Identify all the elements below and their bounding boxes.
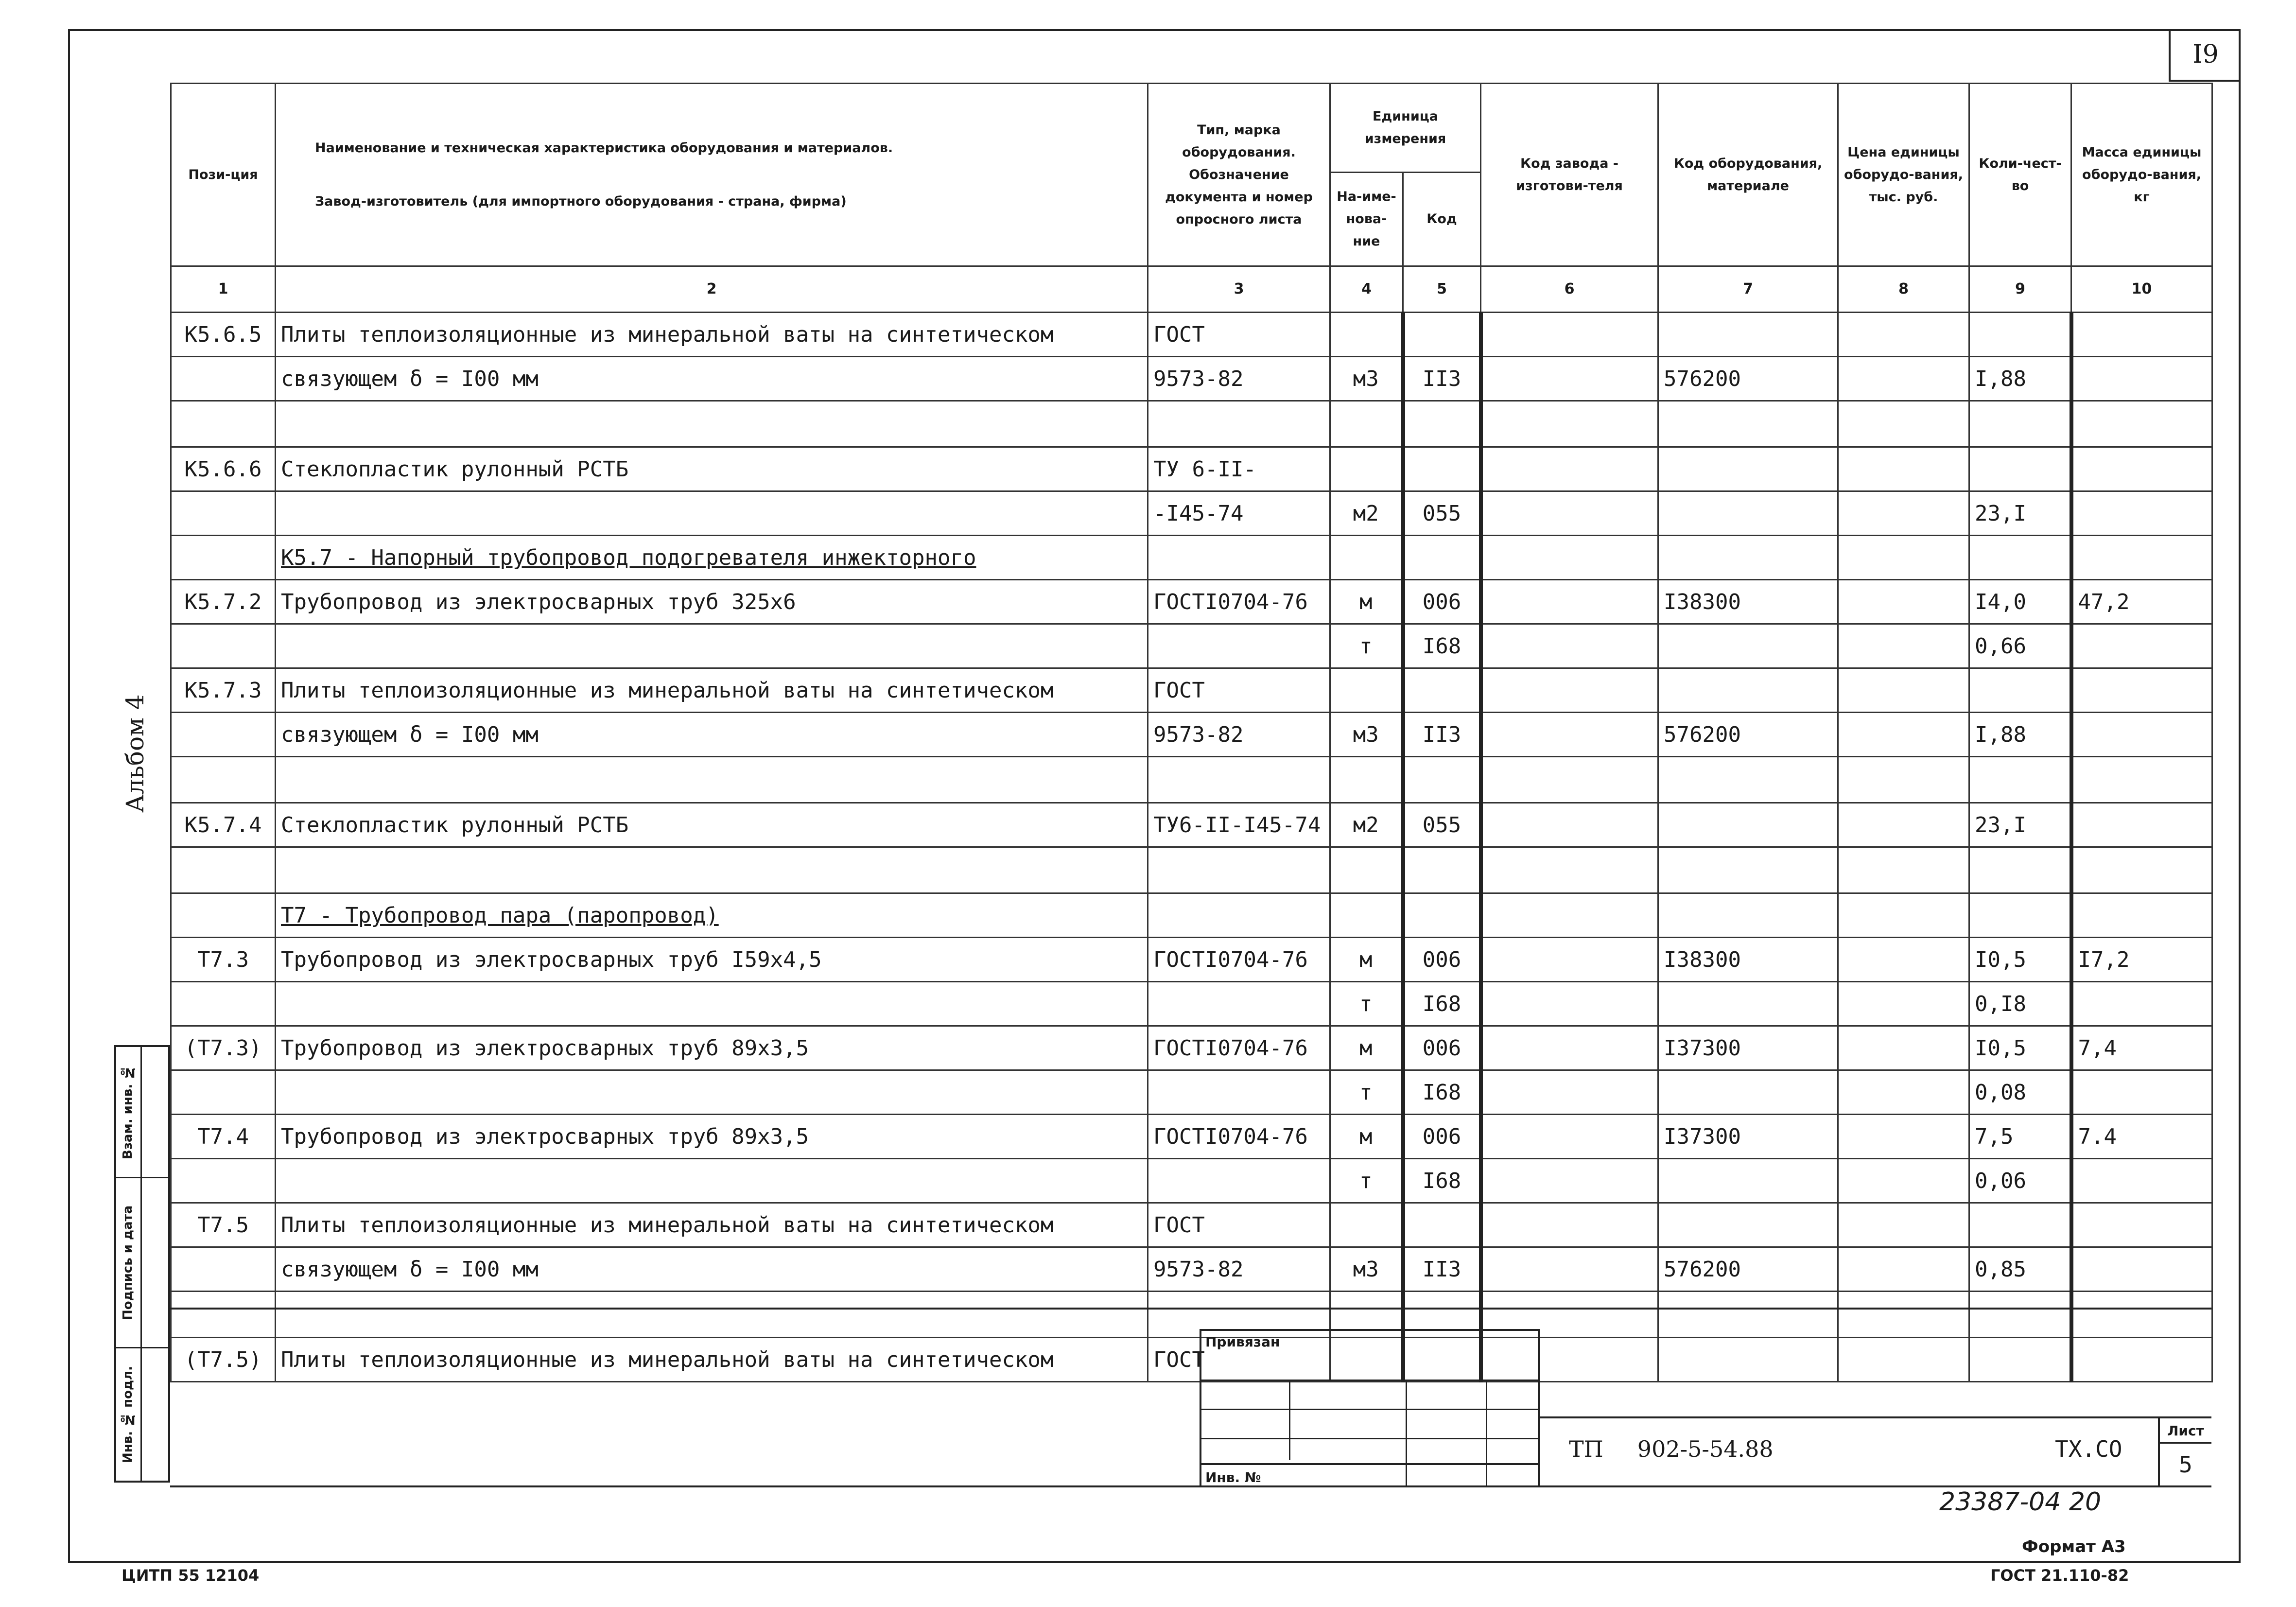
header-factory-code: Код заводa - изготови-теля — [1481, 84, 1658, 266]
position-cell: К5.7.4 — [171, 803, 276, 847]
position-cell — [171, 1159, 276, 1203]
unit-code-cell: I68 — [1403, 1070, 1481, 1115]
quantity-cell: 0,08 — [1969, 1070, 2071, 1115]
quantity-cell — [1969, 893, 2071, 938]
price-cell — [1838, 536, 1969, 580]
document-cell: ГОСТI0704-76 — [1148, 938, 1330, 982]
unit-name-cell: м3 — [1330, 713, 1403, 757]
mass-cell — [2071, 536, 2212, 580]
unit-name-cell — [1330, 401, 1403, 447]
column-number: 9 — [1969, 266, 2071, 313]
table-row — [171, 624, 2212, 668]
unit-name-cell — [1330, 847, 1403, 893]
factory-code-cell — [1481, 401, 1658, 447]
table-row — [171, 536, 2212, 580]
equipment-code-cell — [1658, 313, 1838, 357]
unit-name-cell: м — [1330, 1115, 1403, 1159]
unit-name-cell — [1330, 893, 1403, 938]
unit-name-cell: м2 — [1330, 491, 1403, 536]
quantity-cell — [1969, 447, 2071, 491]
unit-code-cell: II3 — [1403, 1247, 1481, 1292]
price-cell — [1838, 713, 1969, 757]
column-number: 6 — [1481, 266, 1658, 313]
mass-cell: 7.4 — [2071, 1115, 2212, 1159]
table-row — [171, 401, 2212, 447]
factory-code-cell — [1481, 313, 1658, 357]
mass-cell — [2071, 893, 2212, 938]
quantity-cell: 0,85 — [1969, 1247, 2071, 1292]
unit-code-cell: I68 — [1403, 624, 1481, 668]
name-cell: Т7 - Трубопровод пара (паропровод) — [276, 893, 1148, 938]
mass-cell — [2071, 447, 2212, 491]
title-block — [170, 1308, 2211, 1487]
header-type: Тип, марка оборудования. Обозначение документа и номер опросного листа — [1148, 84, 1330, 266]
mass-cell — [2071, 401, 2212, 447]
price-cell — [1838, 580, 1969, 624]
position-cell — [171, 1070, 276, 1115]
unit-code-cell — [1403, 313, 1481, 357]
header-quantity: Коли-чест-во — [1969, 84, 2071, 266]
price-cell — [1838, 1115, 1969, 1159]
mass-cell — [2071, 313, 2212, 357]
document-code: ТХ.СО — [2055, 1436, 2122, 1462]
citp-label: ЦИТП 55 12104 — [122, 1566, 260, 1585]
position-cell — [171, 624, 276, 668]
equipment-code-cell — [1658, 893, 1838, 938]
equipment-code-cell — [1658, 982, 1838, 1026]
header-unit-code: Код — [1403, 173, 1481, 266]
table-row — [171, 1247, 2212, 1292]
factory-code-cell — [1481, 893, 1658, 938]
table-row — [171, 580, 2212, 624]
unit-name-cell — [1330, 313, 1403, 357]
price-cell — [1838, 982, 1969, 1026]
stamp-label: Инв. № подл. — [121, 1366, 135, 1463]
table-row — [171, 447, 2212, 491]
document-cell: ГОСТI0704-76 — [1148, 1115, 1330, 1159]
unit-name-cell: м — [1330, 1026, 1403, 1070]
unit-code-cell — [1403, 893, 1481, 938]
specification-table — [170, 83, 2213, 1382]
unit-name-cell: м — [1330, 580, 1403, 624]
price-cell — [1838, 938, 1969, 982]
position-cell — [171, 401, 276, 447]
equipment-code-cell: 576200 — [1658, 1247, 1838, 1292]
table-row — [171, 803, 2212, 847]
unit-name-cell — [1330, 1203, 1403, 1247]
factory-code-cell — [1481, 1115, 1658, 1159]
table-row — [171, 1203, 2212, 1247]
stamp-cell-signature — [116, 1178, 168, 1348]
factory-code-cell — [1481, 713, 1658, 757]
mass-cell — [2071, 982, 2212, 1026]
table-row — [171, 982, 2212, 1026]
column-number: 2 — [276, 266, 1148, 313]
archive-number: 23387-04 20 — [1939, 1487, 2102, 1517]
factory-code-cell — [1481, 447, 1658, 491]
name-cell — [276, 757, 1148, 803]
document-cell — [1148, 401, 1330, 447]
price-cell — [1838, 847, 1969, 893]
name-cell — [276, 1070, 1148, 1115]
equipment-code-cell — [1658, 1070, 1838, 1115]
stamp-cell-replaced-inv — [116, 1047, 168, 1178]
inventory-label: Инв. № — [1205, 1469, 1261, 1485]
equipment-code-cell: I37300 — [1658, 1115, 1838, 1159]
equipment-code-cell: I38300 — [1658, 938, 1838, 982]
unit-code-cell: 055 — [1403, 803, 1481, 847]
document-cell — [1148, 536, 1330, 580]
price-cell — [1838, 1026, 1969, 1070]
quantity-cell — [1969, 847, 2071, 893]
mass-cell — [2071, 624, 2212, 668]
quantity-cell: 7,5 — [1969, 1115, 2071, 1159]
unit-code-cell: II3 — [1403, 357, 1481, 401]
unit-code-cell — [1403, 401, 1481, 447]
position-cell — [171, 357, 276, 401]
table-row — [171, 713, 2212, 757]
name-cell — [276, 624, 1148, 668]
document-cell: ГОСТ — [1148, 1203, 1330, 1247]
equipment-code-cell — [1658, 536, 1838, 580]
unit-name-cell: т — [1330, 624, 1403, 668]
quantity-cell: 0,66 — [1969, 624, 2071, 668]
unit-name-cell — [1330, 447, 1403, 491]
position-cell — [171, 1247, 276, 1292]
unit-name-cell: м — [1330, 938, 1403, 982]
price-cell — [1838, 1070, 1969, 1115]
name-cell: Стеклопластик рулонный РСТБ — [276, 803, 1148, 847]
price-cell — [1838, 401, 1969, 447]
name-cell — [276, 847, 1148, 893]
unit-name-cell — [1330, 757, 1403, 803]
equipment-code-cell — [1658, 757, 1838, 803]
name-cell — [276, 401, 1148, 447]
name-cell: Плиты теплоизоляционные из минеральной ваты на синтетическом — [276, 668, 1148, 713]
column-number-row — [171, 266, 2212, 313]
sheet-label: Лист — [2160, 1418, 2211, 1444]
unit-code-cell: 006 — [1403, 1026, 1481, 1070]
unit-code-cell: 006 — [1403, 580, 1481, 624]
unit-name-cell: т — [1330, 1070, 1403, 1115]
tp-label: ТП — [1569, 1436, 1603, 1462]
price-cell — [1838, 893, 1969, 938]
quantity-cell: 0,I8 — [1969, 982, 2071, 1026]
unit-code-cell: I68 — [1403, 982, 1481, 1026]
unit-name-cell — [1330, 668, 1403, 713]
position-cell: К5.6.6 — [171, 447, 276, 491]
position-cell: Т7.4 — [171, 1115, 276, 1159]
mass-cell — [2071, 713, 2212, 757]
stamp-cell-original-inv — [116, 1348, 168, 1481]
column-number: 5 — [1403, 266, 1481, 313]
quantity-cell — [1969, 313, 2071, 357]
factory-code-cell — [1481, 1203, 1658, 1247]
name-cell: Плиты теплоизоляционные из минеральной ваты на синтетическом — [276, 1338, 1148, 1382]
column-number: 7 — [1658, 266, 1838, 313]
position-cell: (Т7.3) — [171, 1026, 276, 1070]
quantity-cell: 23,I — [1969, 491, 2071, 536]
mass-cell — [2071, 803, 2212, 847]
header-name-line1: Наименование и техническая характеристика оборудования и материалов. — [315, 140, 893, 156]
unit-name-cell: т — [1330, 1159, 1403, 1203]
document-cell: 9573-82 — [1148, 1247, 1330, 1292]
binding-label: Привязан — [1205, 1334, 1280, 1350]
position-cell: К5.7.3 — [171, 668, 276, 713]
document-cell: ГОСТ — [1148, 1338, 1330, 1382]
stamp-label: Подпись и дата — [121, 1205, 135, 1320]
position-cell: Т7.3 — [171, 938, 276, 982]
header-name — [276, 84, 1148, 266]
quantity-cell: 23,I — [1969, 803, 2071, 847]
unit-name-cell — [1330, 536, 1403, 580]
quantity-cell — [1969, 536, 2071, 580]
quantity-cell: I,88 — [1969, 357, 2071, 401]
mass-cell — [2071, 847, 2212, 893]
document-cell: ГОСТ — [1148, 668, 1330, 713]
mass-cell — [2071, 668, 2212, 713]
table-row — [171, 893, 2212, 938]
header-name-line2: Завод-изготовитель (для импортного оборудования - страна, фирма) — [315, 193, 847, 209]
binding-stamp — [1200, 1329, 1540, 1487]
table-row — [171, 491, 2212, 536]
price-cell — [1838, 668, 1969, 713]
mass-cell — [2071, 357, 2212, 401]
table-row — [171, 668, 2212, 713]
quantity-cell: I0,5 — [1969, 1026, 2071, 1070]
equipment-code-cell — [1658, 624, 1838, 668]
mass-cell — [2071, 1203, 2212, 1247]
unit-code-cell — [1403, 668, 1481, 713]
table-row — [171, 757, 2212, 803]
quantity-cell — [1969, 757, 2071, 803]
position-cell: Т7.5 — [171, 1203, 276, 1247]
table-row — [171, 313, 2212, 357]
table-row — [171, 938, 2212, 982]
table-row — [171, 847, 2212, 893]
quantity-cell: I4,0 — [1969, 580, 2071, 624]
mass-cell: 47,2 — [2071, 580, 2212, 624]
equipment-code-cell — [1658, 401, 1838, 447]
sheet-value: 5 — [2179, 1451, 2192, 1478]
factory-code-cell — [1481, 491, 1658, 536]
position-cell — [171, 893, 276, 938]
position-cell — [171, 757, 276, 803]
unit-code-cell: 055 — [1403, 491, 1481, 536]
gost-label: ГОСТ 21.110-82 — [1990, 1566, 2129, 1585]
equipment-code-cell — [1658, 447, 1838, 491]
equipment-code-cell — [1658, 1203, 1838, 1247]
side-stamp — [114, 1045, 170, 1483]
equipment-code-cell: I38300 — [1658, 580, 1838, 624]
unit-code-cell — [1403, 1203, 1481, 1247]
table-row — [171, 1026, 2212, 1070]
quantity-cell: I0,5 — [1969, 938, 2071, 982]
project-code-value: 902-5-54.88 — [1637, 1436, 1774, 1462]
name-cell: Трубопровод из электросварных труб 89х3,5 — [276, 1115, 1148, 1159]
position-cell — [171, 847, 276, 893]
mass-cell — [2071, 491, 2212, 536]
column-number: 10 — [2071, 266, 2212, 313]
equipment-code-cell — [1658, 1159, 1838, 1203]
format-label: Формат А3 — [2022, 1537, 2126, 1556]
quantity-cell — [1969, 401, 2071, 447]
quantity-cell — [1969, 1203, 2071, 1247]
header-equipment-code: Код оборудования, материале — [1658, 84, 1838, 266]
document-cell — [1148, 757, 1330, 803]
mass-cell: I7,2 — [2071, 938, 2212, 982]
header-unit-group: Единица измерения — [1330, 84, 1481, 173]
quantity-cell: 0,06 — [1969, 1159, 2071, 1203]
price-cell — [1838, 1247, 1969, 1292]
factory-code-cell — [1481, 624, 1658, 668]
price-cell — [1838, 1203, 1969, 1247]
unit-name-cell: м3 — [1330, 357, 1403, 401]
name-cell: Трубопровод из электросварных труб 325х6 — [276, 580, 1148, 624]
header-mass: Масса единицы оборудо-вания, кг — [2071, 84, 2212, 266]
table-row — [171, 1115, 2212, 1159]
name-cell: связующем δ = I00 мм — [276, 357, 1148, 401]
document-cell: ГОСТ — [1148, 313, 1330, 357]
factory-code-cell — [1481, 668, 1658, 713]
unit-code-cell: 006 — [1403, 938, 1481, 982]
header-price: Цена единицы оборудо-вания, тыс. руб. — [1838, 84, 1969, 266]
price-cell — [1838, 447, 1969, 491]
document-cell — [1148, 893, 1330, 938]
document-cell — [1148, 1070, 1330, 1115]
equipment-code-cell: 576200 — [1658, 357, 1838, 401]
equipment-code-cell: I37300 — [1658, 1026, 1838, 1070]
unit-name-cell: т — [1330, 982, 1403, 1026]
unit-code-cell: II3 — [1403, 713, 1481, 757]
factory-code-cell — [1481, 803, 1658, 847]
document-cell: ГОСТI0704-76 — [1148, 580, 1330, 624]
equipment-code-cell — [1658, 803, 1838, 847]
factory-code-cell — [1481, 1070, 1658, 1115]
unit-code-cell — [1403, 757, 1481, 803]
quantity-cell — [1969, 668, 2071, 713]
position-cell: К5.7.2 — [171, 580, 276, 624]
factory-code-cell — [1481, 1026, 1658, 1070]
equipment-code-cell — [1658, 668, 1838, 713]
price-cell — [1838, 491, 1969, 536]
column-number: 1 — [171, 266, 276, 313]
unit-code-cell: I68 — [1403, 1159, 1481, 1203]
factory-code-cell — [1481, 580, 1658, 624]
unit-code-cell — [1403, 536, 1481, 580]
position-cell: (Т7.5) — [171, 1338, 276, 1382]
unit-code-cell: 006 — [1403, 1115, 1481, 1159]
unit-name-cell: м3 — [1330, 1247, 1403, 1292]
factory-code-cell — [1481, 536, 1658, 580]
mass-cell — [2071, 757, 2212, 803]
name-cell: Плиты теплоизоляционные из минеральной ваты на синтетическом — [276, 1203, 1148, 1247]
document-cell — [1148, 847, 1330, 893]
specification-body — [171, 313, 2212, 1382]
document-cell: -I45-74 — [1148, 491, 1330, 536]
position-cell — [171, 713, 276, 757]
document-cell — [1148, 1159, 1330, 1203]
name-cell: Трубопровод из электросварных труб I59х4,5 — [276, 938, 1148, 982]
unit-code-cell — [1403, 447, 1481, 491]
column-number: 4 — [1330, 266, 1403, 313]
price-cell — [1838, 313, 1969, 357]
name-cell — [276, 491, 1148, 536]
factory-code-cell — [1481, 357, 1658, 401]
quantity-cell: I,88 — [1969, 713, 2071, 757]
album-label: Альбом 4 — [121, 694, 149, 813]
position-cell: К5.6.5 — [171, 313, 276, 357]
stamp-label: Взам. инв. № — [121, 1065, 135, 1159]
factory-code-cell — [1481, 1159, 1658, 1203]
table-row — [171, 357, 2212, 401]
name-cell: К5.7 - Напорный трубопровод подогревателя инжекторного — [276, 536, 1148, 580]
title-main — [1540, 1416, 2211, 1487]
document-cell: 9573-82 — [1148, 713, 1330, 757]
document-cell: ГОСТI0704-76 — [1148, 1026, 1330, 1070]
position-cell — [171, 536, 276, 580]
name-cell: связующем δ = I00 мм — [276, 713, 1148, 757]
table-row — [171, 1070, 2212, 1115]
mass-cell — [2071, 1159, 2212, 1203]
price-cell — [1838, 624, 1969, 668]
document-cell — [1148, 982, 1330, 1026]
column-number: 3 — [1148, 266, 1330, 313]
column-number: 8 — [1838, 266, 1969, 313]
equipment-code-cell: 576200 — [1658, 713, 1838, 757]
factory-code-cell — [1481, 847, 1658, 893]
equipment-code-cell — [1658, 847, 1838, 893]
factory-code-cell — [1481, 757, 1658, 803]
equipment-code-cell — [1658, 491, 1838, 536]
project-code — [1569, 1436, 1774, 1462]
sheet-cell — [2158, 1418, 2211, 1487]
factory-code-cell — [1481, 982, 1658, 1026]
position-cell — [171, 491, 276, 536]
name-cell: Плиты теплоизоляционные из минеральной ваты на синтетическом — [276, 313, 1148, 357]
unit-code-cell — [1403, 847, 1481, 893]
document-cell — [1148, 624, 1330, 668]
name-cell — [276, 1159, 1148, 1203]
price-cell — [1838, 357, 1969, 401]
table-row — [171, 1159, 2212, 1203]
factory-code-cell — [1481, 938, 1658, 982]
factory-code-cell — [1481, 1247, 1658, 1292]
unit-name-cell: м2 — [1330, 803, 1403, 847]
price-cell — [1838, 757, 1969, 803]
name-cell: связующем δ = I00 мм — [276, 1247, 1148, 1292]
position-cell — [171, 982, 276, 1026]
document-cell: ТУ 6-II- — [1148, 447, 1330, 491]
name-cell: Стеклопластик рулонный РСТБ — [276, 447, 1148, 491]
mass-cell — [2071, 1247, 2212, 1292]
price-cell — [1838, 803, 1969, 847]
price-cell — [1838, 1159, 1969, 1203]
name-cell: Трубопровод из электросварных труб 89х3,5 — [276, 1026, 1148, 1070]
sheet-number: I9 — [2169, 29, 2241, 82]
header-unit-name: На-име-нова-ние — [1330, 173, 1403, 266]
mass-cell: 7,4 — [2071, 1026, 2212, 1070]
document-cell: ТУ6-II-I45-74 — [1148, 803, 1330, 847]
mass-cell — [2071, 1070, 2212, 1115]
header-position: Пози-ция — [171, 84, 276, 266]
name-cell — [276, 982, 1148, 1026]
document-cell: 9573-82 — [1148, 357, 1330, 401]
